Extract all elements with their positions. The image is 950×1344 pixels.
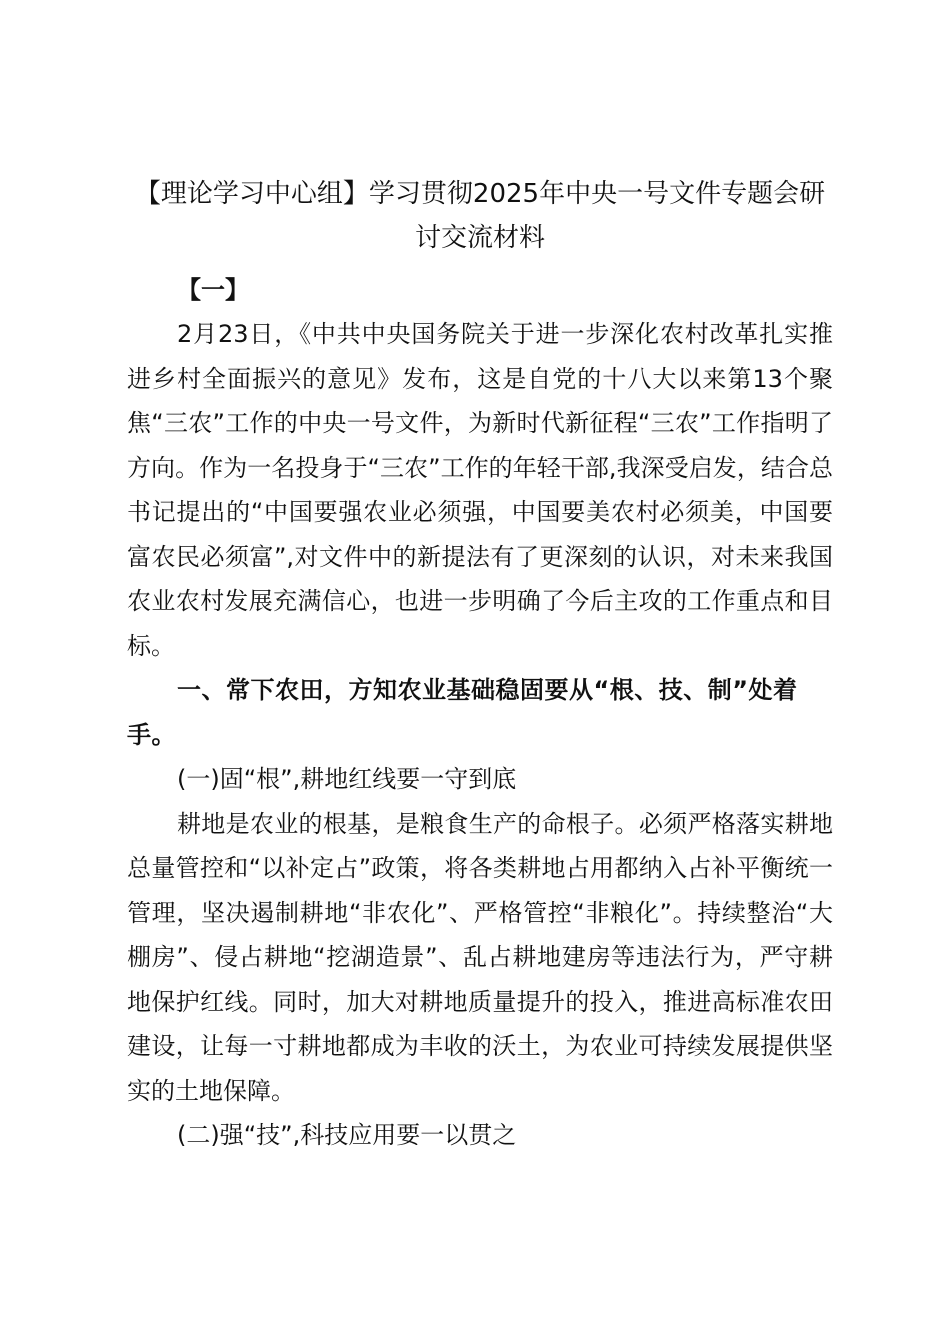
body-paragraph-2: 耕地是农业的根基，是粮食生产的命根子。必须严格落实耕地总量管控和“以补定占”政策，将各类耕地占用都纳入占补平衡统一管理，坚决遏制耕地“非农化”、严格管控“非粮化”。持续整治“大棚房”、侵占耕地“挖湖造景”、乱占耕地建房等违法行为，严守耕地保护红线。同时，加大对耕地质量提升的投入，推进高标准农田建设，让每一寸耕地都成为丰收的沃土，为农业可持续发展提供坚实的土地保障。 (127, 809, 833, 1105)
document-page (127, 172, 833, 1158)
subheading-1: (一)固“根”,耕地红线要一守到底 (177, 765, 517, 793)
section-heading-1: 一、常下农田，方知农业基础稳固要从“根、技、制”处着手。 (127, 676, 798, 749)
section-marker: 【一】 (177, 276, 249, 304)
document-title: 【理论学习中心组】学习贯彻2025年中央一号文件专题会研讨交流材料 (134, 179, 826, 253)
intro-paragraph: 2月23日，《中共中央国务院关于进一步深化农村改革扎实推进乡村全面振兴的意见》发布，这是自党的十八大以来第13个聚焦“三农”工作的中央一号文件，为新时代新征程“三农”工作指明了方向。作为一名投身于“三农”工作的年轻干部,我深受启发，结合总书记提出的“中国要强农业必须强，中国要美农村必须美，中国要富农民必须富”,对文件中的新提法有了更深刻的认识，对未来我国农业农村发展充满信心，也进一步明确了今后主攻的工作重点和目标。 (127, 320, 833, 660)
subheading-2: (二)强“技”,科技应用要一以贯之 (177, 1121, 517, 1149)
